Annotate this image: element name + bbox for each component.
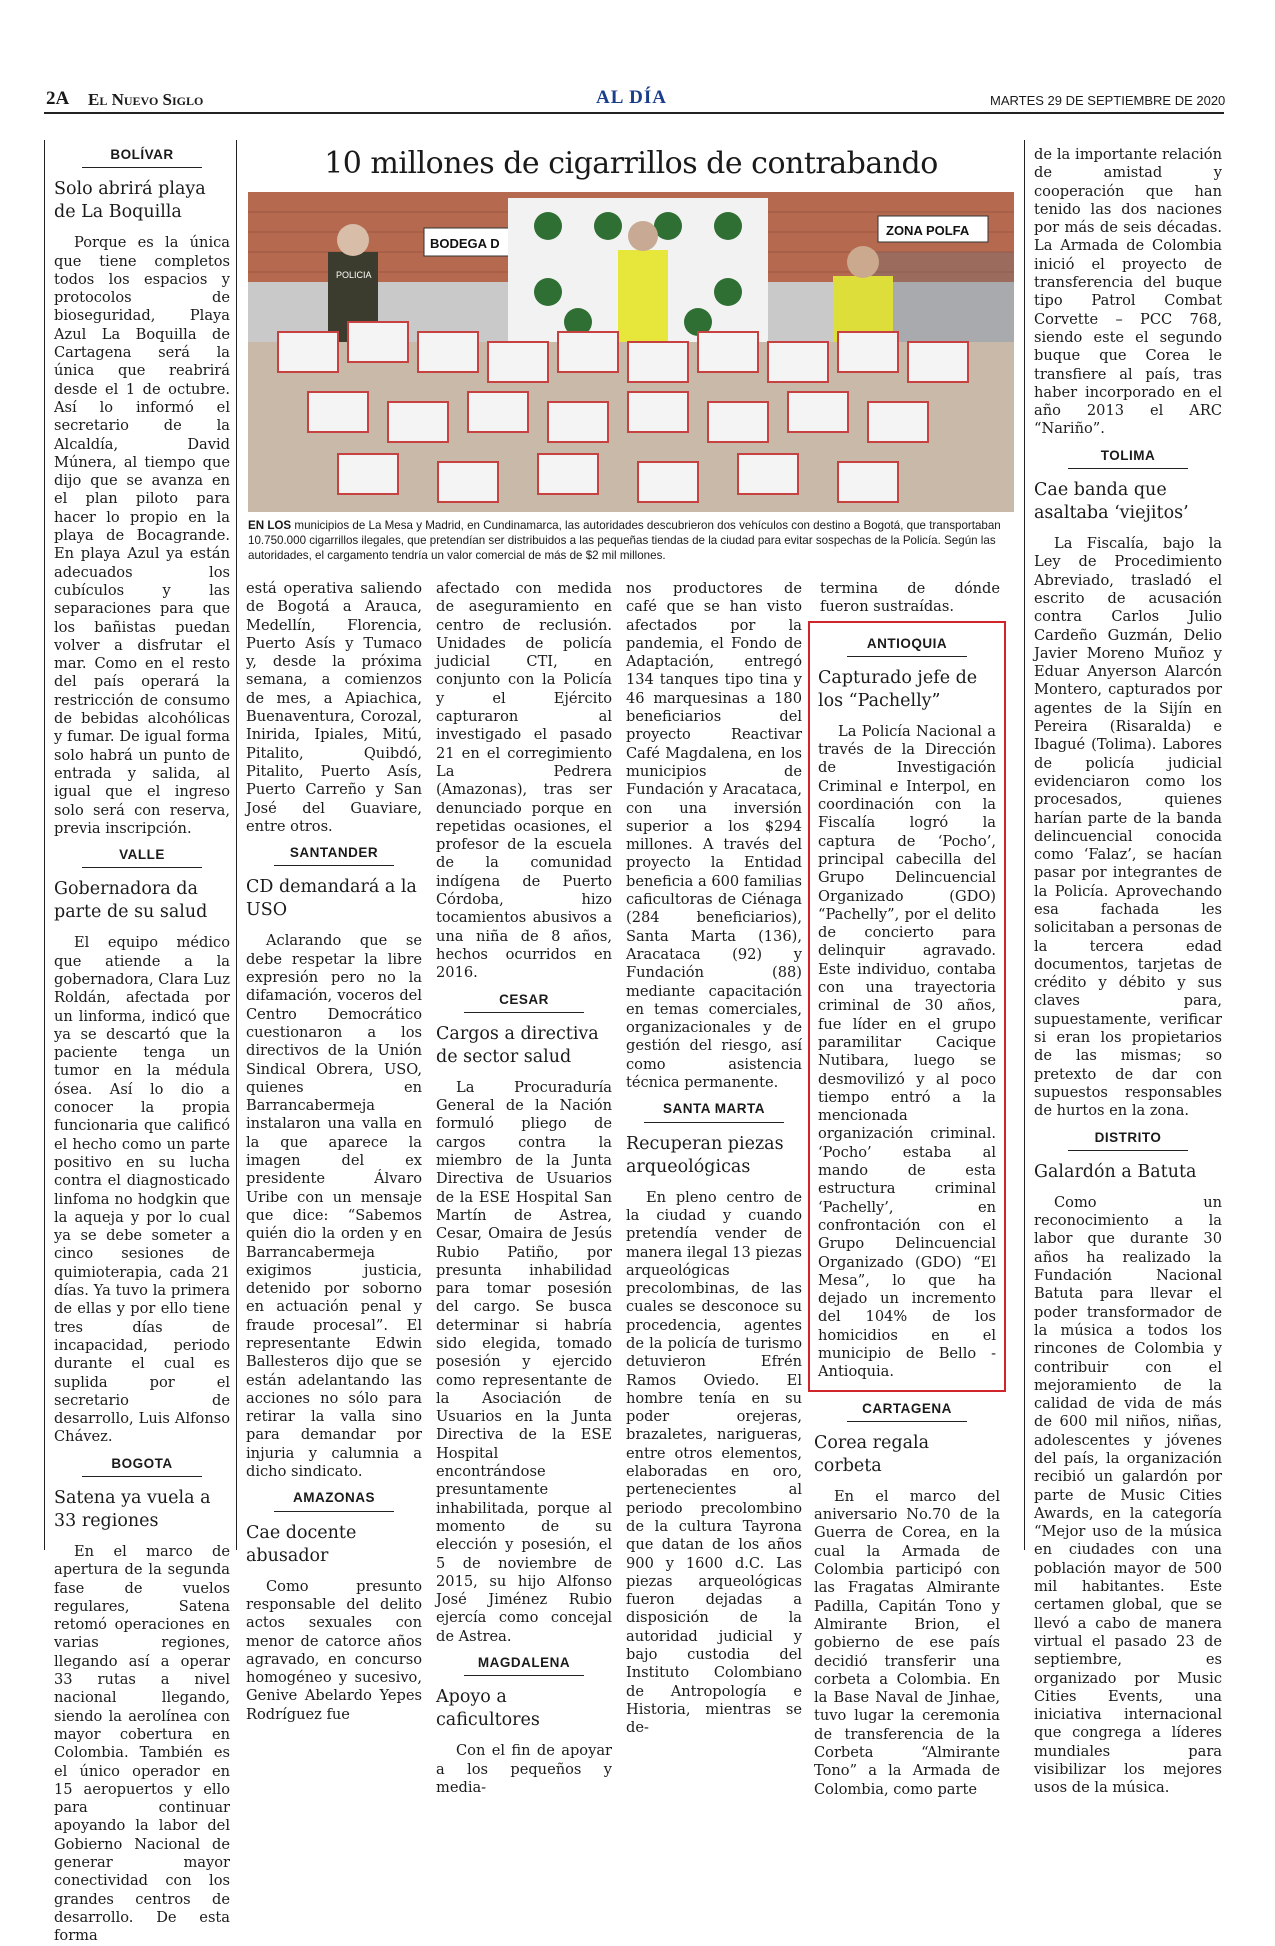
headline-batuta: Galardón a Batuta (1034, 1161, 1197, 1182)
article-viejitos: La Fiscalía, bajo la Ley de Procedimiento Abreviado, trasladó el escrito de acusación contra Carlos Julio Cardeño Guzmán, Delio Javier Moreno Muñoz y Eduar Anyerson Alarcón Montero, capturados por agentes de la Sijín en Pereira (Risaralda) e Ibagué (Tolima). Labores de policía judicial evidenciaron como los procesados, quienes harían parte de la banda delincuencial conocida como ‘Falaz’, se hacían pasar por integrantes de la Policía. Aprovechando esa fachada les solicitaban a personas de la tercera edad documentos, tarjetas de crédito y débito y sus claves para, supuestamente, verificar si eran los propietarios de las mismas; so pretexto de dar con supuestos responsables de hurtos en la zona. (1034, 535, 1222, 1120)
section-label-santander: SANTANDER (274, 844, 394, 866)
headline-uso: CD demandará a la USO (246, 877, 417, 921)
photo-caption (248, 518, 1014, 563)
header-rule (44, 112, 1224, 114)
photo-label-zona: ZONA POLFA (886, 223, 970, 238)
column-2 (246, 580, 422, 1724)
section-label-valle: VALLE (82, 846, 202, 868)
article-satena-cont: está operativa saliendo de Bogotá a Arauca, Medellín, Florencia, Puerto Asís y Tumaco y, desde la próxima semana, a comienzos de mes, a Apiachica, Buenaventura, Corozal, Inirida, Ipiales, Mitú, Pitalito, Quibdó, Pitalito, Puerto Asís, Puerto Carreño y San José del Guaviare, entre otros. (246, 580, 422, 835)
section-label-amazonas: AMAZONAS (274, 1489, 394, 1511)
section-label-magdalena: MAGDALENA (464, 1654, 584, 1676)
main-headline: 10 millones de cigarrillos de contrabando (324, 146, 938, 181)
article-uso: Aclarando que se debe respetar la libre expresión pero no la difamación, voceros del Centro Democrático cuestionaron a los directivos de la Unión Sindical Obrera, USO, quienes en Barrancabermeja instalaron una valla en la que aparece la imagen del ex presidente Álvaro Uribe con un mensaje que dice: “Sabemos quién dio la orden y en Barrancabermeja exigimos justicia, detenido por soborno en actuación penal y fraude procesal”. El representante Edwin Ballesteros dijo que se están adelantando las acciones no sólo para retirar la valla sino para demandar por injuria y calumnia a dicho sindicato. (246, 932, 422, 1481)
photo-label-bodega: BODEGA D (430, 236, 500, 251)
photo-illustration (248, 192, 1014, 512)
headline-satena: Satena ya vuela a 33 regiones (54, 1488, 211, 1531)
headline-pachelly: Capturado jefe de los “Pachelly” (818, 667, 978, 711)
column-4 (626, 580, 802, 1738)
headline-viejitos: Cae banda que asaltaba ‘viejitos’ (1034, 480, 1189, 524)
section-label-bogota: BOGOTA (82, 1455, 202, 1477)
article-caficultores: Con el fin de apoyar a los pequeños y media- (436, 1742, 612, 1796)
column-5 (814, 580, 1000, 1799)
section-label-bolivar: BOLÍVAR (82, 146, 202, 168)
photo-label-policia: POLICIA (336, 270, 372, 280)
article-batuta: Como un reconocimiento a la labor que durante 30 años ha realizado la Fundación Nacional Batuta para llevar el poder transformador de la música a todos los rincones de Colombia y contribuir con el mejoramiento de la calidad de vida de más de 600 mil niños, niñas, adolescentes y jóvenes del país, la organización recibió un galardón por parte de Music Cities Awards, en la categoría “Mejor uso de la música en ciudades con una población mayor de 500 mil habitantes. Este certamen global, que se llevó a cabo de manera virtual el pasado 23 de septiembre, es organizado por Music Cities Events, una iniciativa internacional que congrega a líderes mundiales para visibilizar los mejores usos de la música. (1034, 1193, 1222, 1797)
column-rule (236, 140, 237, 1550)
headline-boquilla: Solo abrirá playa de La Boquilla (54, 179, 206, 223)
section-label-cesar: CESAR (464, 991, 584, 1013)
section-name: AL DÍA (596, 87, 667, 108)
article-satena: En el marco de apertura de la segunda fase de vuelos regulares, Satena retomó operaciones en varias regiones, llegando así a operar 33 rutas a nivel nacional llegando, siendo la aerolínea con mayor cobertura en Colombia. También es el único operador en 15 aeropuertos y ello para continuar apoyando la labor del Gobierno Nacional de generar mayor conectividad con los grandes centros de desarrollo. De esta forma (54, 1543, 230, 1945)
newspaper-name: El Nuevo Siglo (88, 90, 204, 109)
highlight-box-antioquia (808, 621, 1006, 1392)
headline-directiva: Cargos a directiva de sector salud (436, 1023, 599, 1067)
headline-docente: Cae docente abusador (246, 1522, 357, 1566)
page-number: 2A (46, 88, 70, 109)
column-6 (1034, 146, 1222, 1798)
article-docente: Como presunto responsable del delito actos sexuales con menor de catorce años agravado, en concurso homogéneo y sucesivo, Genive Abelardo Yepes Rodríguez fue (246, 1577, 422, 1723)
section-label-santa-marta: SANTA MARTA (644, 1100, 784, 1122)
column-rule (44, 140, 45, 1550)
column-rule (1024, 140, 1025, 1550)
column-1 (54, 138, 230, 1946)
article-pachelly: La Policía Nacional a través de la Dirección de Investigación Criminal e Interpol, en coordinación con la Fiscalía logró la captura de ‘Pocho’, principal cabecilla del Grupo Delincuencial Organizado (GDO) “Pachelly”, por el delito de concierto para delinquir agravado. Este individuo, contaba con una trayectoria criminal de 30 años, fue líder en el grupo paramilitar Cacique Nutibara, luego se desmovilizó y al poco tiempo entró a la mencionada organización criminal. ‘Pocho’ estaba al mando de esta estructura criminal ‘Pachelly’, en confrontación con el Grupo Delincuencial Organizado (GDO) “El Mesa”, lo que ha dejado un incremento del 104% de los homicidios en el municipio de Bello - Antioquia. (818, 722, 996, 1381)
caption-lead: EN LOS (248, 519, 292, 532)
caption-text: municipios de La Mesa y Madrid, en Cundinamarca, las autoridades descubrieron dos vehículos con destino a Bogotá, que transportaban 10.750.000 cigarrillos ilegales, que pretendían ser distribuidos a las pequeñas tiendas de la ciudad para evitar sospechas de la Policía. Según las autoridades, el cargamento tendría un valor comercial de más de $2 mil millones. (248, 519, 1001, 562)
article-directiva: La Procuraduría General de la Nación formuló pliego de cargos contra la miembro de la Junta Directiva de Usuarios de la ESE Hospital San Martín de Astrea, Cesar, Omaira de Jesús Rubio Patiño, por presunta inhabilidad para tomar posesión del cargo. Se busca determinar si habría sido elegida, tomado posesión y ejercido como representante de la Asociación de Usuarios en la Junta Directiva de la ESE Hospital encontrándose presuntamente inhabilitada, porque al momento de su elección y posesión, el 5 de noviembre de 2015, su hijo Alfonso José Jiménez Rubio ejercía como concejal de Astrea. (436, 1078, 612, 1645)
section-label-tolima: TOLIMA (1068, 447, 1188, 469)
article-boquilla: Porque es la única que tiene completos todos los espacios y protocolos de bioseguridad, Playa Azul La Boquilla de Cartagena será la única que reabrirá desde el 1 de octubre. Así lo informó el secretario de la Alcaldía, David Múnera, al tiempo que dijo que se avanza en el plan piloto para hacer lo propio en la playa de Bocagrande. En playa Azul ya están adecuados los cubículos y las separaciones para que los bañistas puedan volver a disfrutar el mar. Como en el resto del país operará la restricción de consumo de bebidas alcohólicas y fumar. De igual forma solo habrá un punto de entrada y salida, al igual que el ingreso solo será con reserva, previa inscripción. (54, 234, 230, 837)
article-caficultores-cont: nos productores de café que se han visto afectados por la pandemia, el Fondo de Adaptación, entregó 134 tanques tipo tina y 46 marquesinas a 180 beneficiarios del proyecto Reactivar Café Magdalena, en los municipios de Fundación y Aracataca, con una inversión superior a los $294 millones. A través del proyecto la Entidad beneficia a 600 familias caficultoras de Ciénaga (284 beneficiarios), Santa Marta (136), Aracataca (92) y Fundación (88) mediante capacitación en temas comerciales, organizacionales y de gestión del riesgo, así como asistencia técnica permanente. (626, 580, 802, 1092)
column-3 (436, 580, 612, 1797)
article-docente-cont: afectado con medida de aseguramiento en centro de reclusión. Unidades de policía judicial CTI, en conjunto con la Policía y el Ejército capturaron al investigado el pasado 21 en el corregimiento La Pedrera (Amazonas), tras ser denunciado porque en repetidas ocasiones, el profesor de la escuela de la comunidad indígena de Puerto Córdoba, hizo tocamientos abusivos a una niña de 8 años, hechos ocurridos en 2016. (436, 580, 612, 982)
article-piezas-cont: termina de dónde fueron sustraídas. (820, 580, 1000, 616)
article-gobernadora: El equipo médico que atiende a la gobernadora, Clara Luz Roldán, afectada por un linforma, indicó que ya se descartó que la paciente tenga un tumor en la médula ósea. Así lo dio a conocer la propia funcionaria que calificó el hecho como un parte positivo en su lucha contra el diagnosticado linfoma no hodgkin que la aqueja y por lo cual ya se debe someter a cinco sesiones de quimioterapia, cada 21 días. Ya tuvo la primera de ellas y por ello tiene tres días de incapacidad, periodo durante el cual es suplida por el secretario de desarrollo, Luis Alfonso Chávez. (54, 934, 230, 1446)
article-corbeta: En el marco del aniversario No.70 de la Guerra de Corea, en la cual la Armada de Colombia participó con las Fragatas Almirante Padilla, Capitán Tono y Almirante Brion, el gobierno de ese país decidió transferir una corbeta a Colombia. En la Base Naval de Jinhae, tuvo lugar la ceremonia de transferencia de la Corbeta “Almirante Tono” a la Armada de Colombia, como parte (814, 1487, 1000, 1798)
headline-caficultores: Apoyo a caficultores (436, 1687, 540, 1731)
headline-corbeta: Corea regala corbeta (814, 1432, 930, 1476)
headline-gobernadora: Gobernadora da parte de su salud (54, 879, 208, 923)
news-photo (248, 192, 1014, 512)
section-label-cartagena: CARTAGENA (847, 1400, 967, 1422)
headline-piezas: Recuperan piezas arqueológicas (626, 1133, 784, 1177)
section-label-distrito: DISTRITO (1068, 1129, 1188, 1151)
article-corbeta-cont: de la importante relación de amistad y cooperación que han tenido las dos naciones por más de seis décadas. La Armada de Colombia inició el proyecto de transferencia del buque tipo Patrol Combat Corvette – PCC 768, siendo este el segundo buque que Corea le transfiere al país, tras haber incorporado en el año 2013 el ARC “Nariño”. (1034, 146, 1222, 438)
issue-date: MARTES 29 DE SEPTIEMBRE DE 2020 (990, 93, 1226, 108)
section-label-antioquia: ANTIOQUIA (847, 635, 967, 657)
article-piezas: En pleno centro de la ciudad y cuando pretendía vender de manera ilegal 13 piezas arqueológicas precolombinas, de las cuales se desconoce su procedencia, agentes de la policía de turismo detuvieron Efrén Ramos Oviedo. El hombre tenía en su poder orejeras, brazaletes, narigueras, entre otros elementos, elaboradas en oro, pertenecientes al periodo precolombino de la cultura Tayrona que datan de los años 900 y 1600 d.C. Las piezas arqueológicas fueron dejadas a disposición de la autoridad judicial y bajo custodia del Instituto Colombiano de Antropología e Historia, mientras se de- (626, 1188, 802, 1737)
